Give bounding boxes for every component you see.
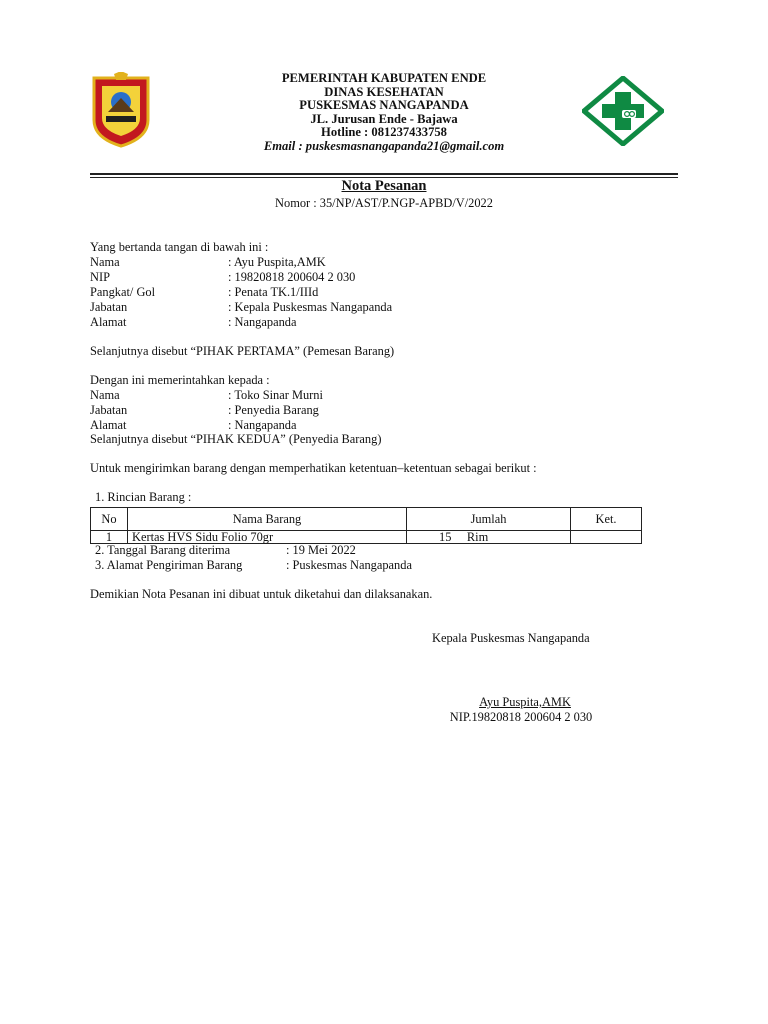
first-party-address-row: Alamat : Nangapanda: [90, 315, 297, 329]
second-party-position-row: Jabatan : Penyedia Barang: [90, 403, 319, 417]
letterhead-address: JL. Jurusan Ende - Bajawa: [310, 111, 458, 126]
cell-note: [571, 531, 642, 544]
cell-qty: 15 Rim: [407, 531, 571, 544]
item-details-heading: 1. Rincian Barang :: [95, 490, 192, 504]
puskesmas-cross-logo-icon: [582, 76, 664, 146]
signatory-title: Kepala Puskesmas Nangapanda: [432, 631, 590, 645]
first-party-position-row: Jabatan : Kepala Puskesmas Nangapanda: [90, 300, 393, 314]
letterhead-hotline: Hotline : 081237433758: [321, 125, 447, 140]
first-party-name-row: Nama : Ayu Puspita,AMK: [90, 255, 326, 269]
closing-text: Demikian Nota Pesanan ini dibuat untuk diketahui dan dilaksanakan.: [90, 587, 433, 601]
first-party-designation: Selanjutnya disebut “PIHAK PERTAMA” (Pemesan Barang): [90, 344, 395, 358]
letterhead-puskesmas: PUSKESMAS NANGAPANDA: [299, 98, 469, 113]
first-party-rank-row: Pangkat/ Gol : Penata TK.1/IIId: [90, 285, 319, 299]
terms-intro: Untuk mengirimkan barang dengan memperhatikan ketentuan–ketentuan sebagai berikut :: [90, 461, 537, 475]
letterhead-department: DINAS KESEHATAN: [324, 84, 444, 99]
cell-item: Kertas HVS Sidu Folio 70gr: [128, 531, 407, 544]
signatory-name: Ayu Puspita,AMK: [479, 695, 571, 709]
second-party-designation: Selanjutnya disebut “PIHAK KEDUA” (Penyedia Barang): [90, 432, 382, 446]
col-header-item: Nama Barang: [128, 508, 407, 531]
ende-regency-emblem-icon: [90, 72, 152, 148]
letterhead-email: Email : puskesmasnangapanda21@gmail.com: [263, 138, 505, 153]
document-title: Nota Pesanan: [341, 178, 427, 194]
col-header-qty: Jumlah: [407, 508, 571, 531]
letterhead-rule-thick: [90, 173, 678, 175]
received-date-row: 2. Tanggal Barang diterima : 19 Mei 2022: [95, 543, 356, 557]
second-party-address-row: Alamat : Nangapanda: [90, 418, 297, 432]
document-number: Nomor : 35/NP/AST/P.NGP-APBD/V/2022: [275, 196, 493, 210]
instruction-text: Dengan ini memerintahkan kepada :: [90, 373, 270, 387]
table-row: [91, 531, 642, 544]
letterhead: [150, 72, 618, 154]
table-header-row: [91, 508, 642, 531]
second-party-name-row: Nama : Toko Sinar Murni: [90, 388, 323, 402]
col-header-note: Ket.: [571, 508, 642, 531]
delivery-address-row: 3. Alamat Pengiriman Barang : Puskesmas Nangapanda: [95, 558, 412, 572]
signatory-nip: NIP.19820818 200604 2 030: [449, 710, 593, 724]
intro-text: Yang bertanda tangan di bawah ini :: [90, 240, 269, 254]
col-header-no: No: [91, 508, 128, 531]
letterhead-government: PEMERINTAH KABUPATEN ENDE: [281, 71, 487, 85]
first-party-nip-row: NIP : 19820818 200604 2 030: [90, 270, 356, 284]
cell-no: 1: [91, 531, 128, 544]
items-table: [90, 507, 642, 544]
